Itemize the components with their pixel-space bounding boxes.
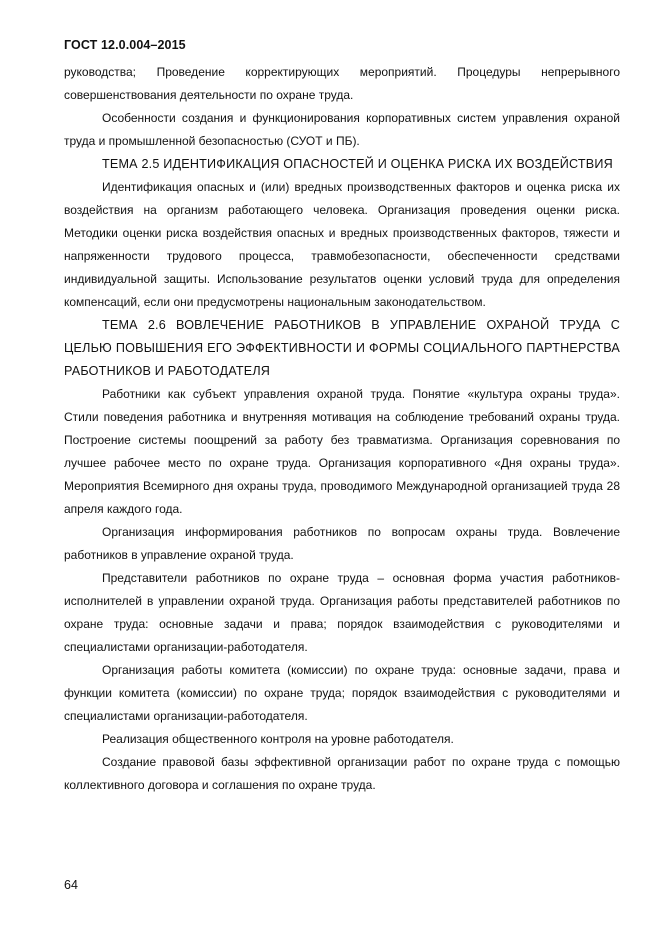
section-heading: ТЕМА 2.5 ИДЕНТИФИКАЦИЯ ОПАСНОСТЕЙ И ОЦЕНКА РИСКА ИХ ВОЗДЕЙСТВИЯ xyxy=(102,157,613,171)
paragraph: Создание правовой базы эффективной организации работ по охране труда с помощью коллективного договора и соглашения по охране труда. xyxy=(64,755,620,792)
paragraph: Идентификация опасных и (или) вредных производственных факторов и оценка риска их воздействия на организм работающего человека. Организация проведения оценки риска. Методики оценки риска воздействия опасных и вредных производственных факторов, тяжести и напряженности трудового процесса, травмобезопасности, обеспеченности средствами индивидуальной защиты. Использование результатов оценки условий труда для определения компенсаций, если они предусмотрены национальным законодательством. xyxy=(64,180,620,309)
paragraph: Организация работы комитета (комиссии) по охране труда: основные задачи, права и функции комитета (комиссии) по охране труда; порядок взаимодействия с руководителями и специалистами организации-работодателя. xyxy=(64,663,620,723)
paragraph: Организация информирования работников по вопросам охраны труда. Вовлечение работников в управление охраной труда. xyxy=(64,525,620,562)
paragraph: руководства; Проведение корректирующих мероприятий. Процедуры непрерывного совершенствования деятельности по охране труда. xyxy=(64,65,620,102)
paragraph: Представители работников по охране труда – основная форма участия работников-исполнителей в управлении охраной труда. Организация работы представителей работников по охране труда: основные задачи и права; порядок взаимодействия с руководителями и специалистами организации-работодателя. xyxy=(64,571,620,654)
section-heading: ТЕМА 2.6 ВОВЛЕЧЕНИЕ РАБОТНИКОВ В УПРАВЛЕНИЕ ОХРАНОЙ ТРУДА С ЦЕЛЬЮ ПОВЫШЕНИЯ ЕГО ЭФФЕКТИВНОСТИ И ФОРМЫ СОЦИАЛЬНОГО ПАРТНЕРСТВА РАБОТНИКОВ И РАБОТОДАТЕЛЯ xyxy=(64,318,620,378)
page-number: 64 xyxy=(64,878,78,892)
paragraph: Особенности создания и функционирования корпоративных систем управления охраной труда и промышленной безопасностью (СУОТ и ПБ). xyxy=(64,111,620,148)
document-header: ГОСТ 12.0.004–2015 xyxy=(64,38,186,52)
paragraph: Реализация общественного контроля на уровне работодателя. xyxy=(102,732,454,746)
paragraph: Работники как субъект управления охраной труда. Понятие «культура охраны труда». Стили поведения работника и внутренняя мотивация на соблюдение требований охраны труда. Построение системы поощрений за работу без травматизма. Организация соревнования по лучшее рабочее место по охране труда. Организация корпоративного «Дня охраны труда». Мероприятия Всемирного дня охраны труда, проводимого Международной организацией труда 28 апреля каждого года. xyxy=(64,387,620,516)
document-body xyxy=(64,61,620,797)
